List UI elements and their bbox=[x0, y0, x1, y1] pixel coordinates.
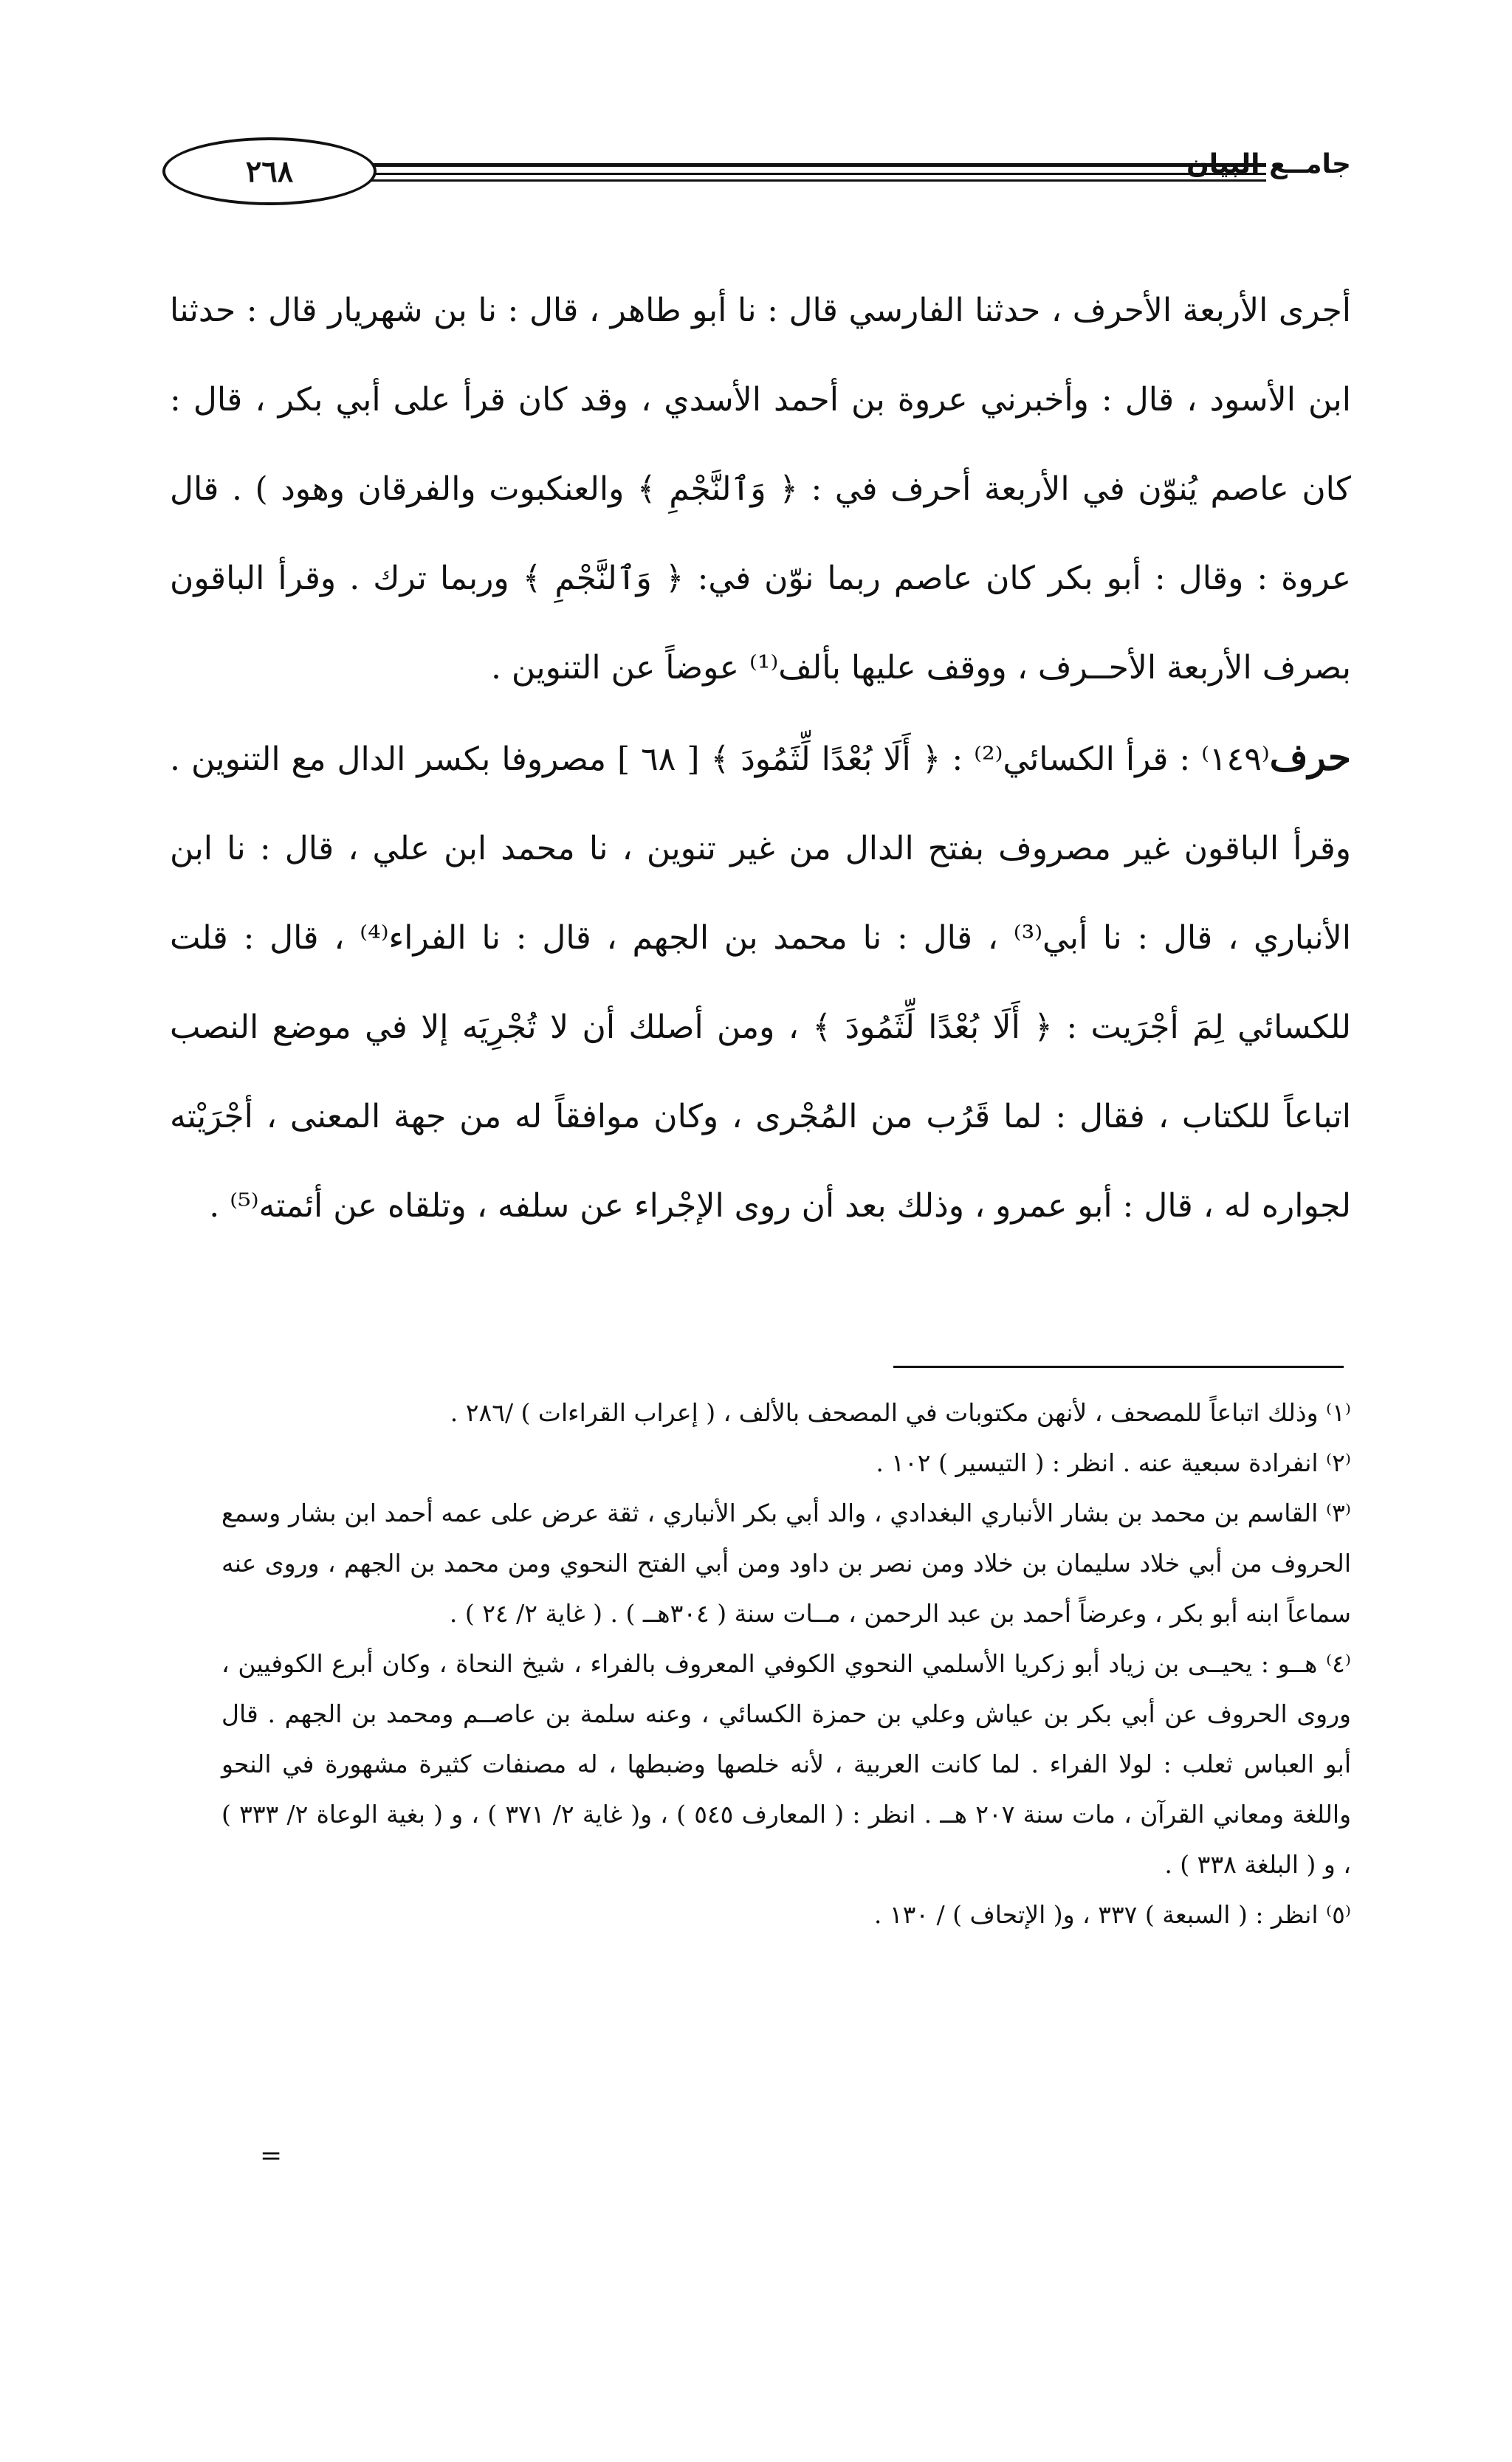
header-rule bbox=[369, 179, 1266, 182]
book-title: جامــع البيان bbox=[1186, 149, 1351, 179]
footnote: ⁽٢⁾ انفرادة سبعية عنه . انظر : ( التيسير ) ١٠٢ . bbox=[876, 1448, 1351, 1477]
page-header bbox=[148, 130, 1351, 211]
paragraph: أجرى الأربعة الأحرف ، حدثنا الفارسي قال : نا أبو طاهر ، قال : نا بن شهريار قال : حدثنا ابن الأسود ، قال : وأخبرني عروة بن أحمد الأسدي ، وقد كان قرأ على أبي بكر ، قال : كان عاصم يُنوّن في الأربعة أحرف في : ﴿ وَٱلنَّجْمِ ﴾ والعنكبوت والفرقان وهود ) . قال عروة : وقال : أبو بكر كان عاصم ربما نوّن في: ﴿ وَٱلنَّجْمِ ﴾ وربما ترك . وقرأ الباقون بصرف الأربعة الأحــرف ، ووقف عليها بألف⁽¹⁾ عوضاً عن التنوين . bbox=[170, 292, 1351, 687]
footnote: ⁽٥⁾ انظر : ( السبعة ) ٣٣٧ ، و( الإتحاف ) / ١٣٠ . bbox=[873, 1900, 1351, 1929]
footnote: ⁽٤⁾ هــو : يحيــى بن زياد أبو زكريا الأسلمي النحوي الكوفي المعروف بالفراء ، شيخ النحاة ، وكان أبرع الكوفيين ، وروى الحروف عن أبي بكر بن عياش وعلي بن حمزة الكسائي ، وعنه سلمة بن عاصــم ومحمد بن الجهم . قال أبو العباس ثعلب : لولا الفراء . لما كانت العربية ، لأنه خلصها وضبطها ، له مصنفات كثيرة مشهورة في النحو واللغة ومعاني القرآن ، مات سنة ٢٠٧ هــ . انظر : ( المعارف ٥٤٥ ) ، و( غاية ٢/ ٣٧١ ) ، و ( بغية الوعاة ٢/ ٣٣٣ ) ، و ( البلغة ٣٣٨ ) . bbox=[221, 1649, 1352, 1879]
footnote: ⁽٣⁾ القاسم بن محمد بن بشار الأنباري البغدادي ، والد أبي بكر الأنباري ، ثقة عرض على عمه أحمد ابن بشار وسمع الحروف من أبي خلاد سليمان بن خلاد ومن نصر بن داود ومن أبي الفتح النحوي ومن محمد بن الجهم ، وروى عنه سماعاً ابنه أبو بكر ، وعرضاً أحمد بن عبد الرحمن ، مــات سنة ( ٣٠٤هــ ) . ( غاية ٢/ ٢٤ ) . bbox=[221, 1499, 1351, 1628]
header-rule bbox=[369, 163, 1266, 167]
end-mark: = bbox=[260, 2141, 283, 2171]
harf-number: ⁽١٤٩⁾ bbox=[1201, 740, 1270, 778]
harf-heading: حرف bbox=[1269, 735, 1351, 779]
footnote: ⁽١⁾ وذلك اتباعاً للمصحف ، لأنهن مكتوبات في المصحف بالألف ، ( إعراب القراءات ) /٢٨٦ . bbox=[450, 1398, 1351, 1427]
footnotes bbox=[221, 1388, 1351, 1940]
header-rule bbox=[369, 173, 1266, 175]
page-number: ٢٦٨ bbox=[162, 137, 377, 205]
paragraph bbox=[170, 712, 1351, 1251]
main-text bbox=[170, 266, 1351, 1251]
paragraph-text: : قرأ الكسائي⁽²⁾ : ﴿ أَلَا بُعْدًا لِّثَمُودَ ﴾ [ ٦٨ ] مصروفا بكسر الدال مع التنوين . وقرأ الباقون غير مصروف بفتح الدال من غير تنوين ، نا محمد ابن علي ، قال : نا ابن الأنباري ، قال : نا أبي⁽³⁾ ، قال : نا محمد بن الجهم ، قال : نا الفراء⁽⁴⁾ ، قال : قلت للكسائي لِمَ أجْرَيت : ﴿ أَلَا بُعْدًا لِّثَمُودَ ﴾ ، ومن أصلك أن لا تُجْرِيَه إلا في موضع النصب اتباعاً للكتاب ، فقال : لما قَرُب من المُجْرى ، وكان موافقاً له من جهة المعنى ، أجْرَيْته لجواره له ، قال : أبو عمرو ، وذلك بعد أن روى الإجْراء عن سلفه ، وتلقاه عن أئمته⁽⁵⁾ . bbox=[170, 740, 1351, 1225]
footnote-separator bbox=[893, 1366, 1344, 1368]
